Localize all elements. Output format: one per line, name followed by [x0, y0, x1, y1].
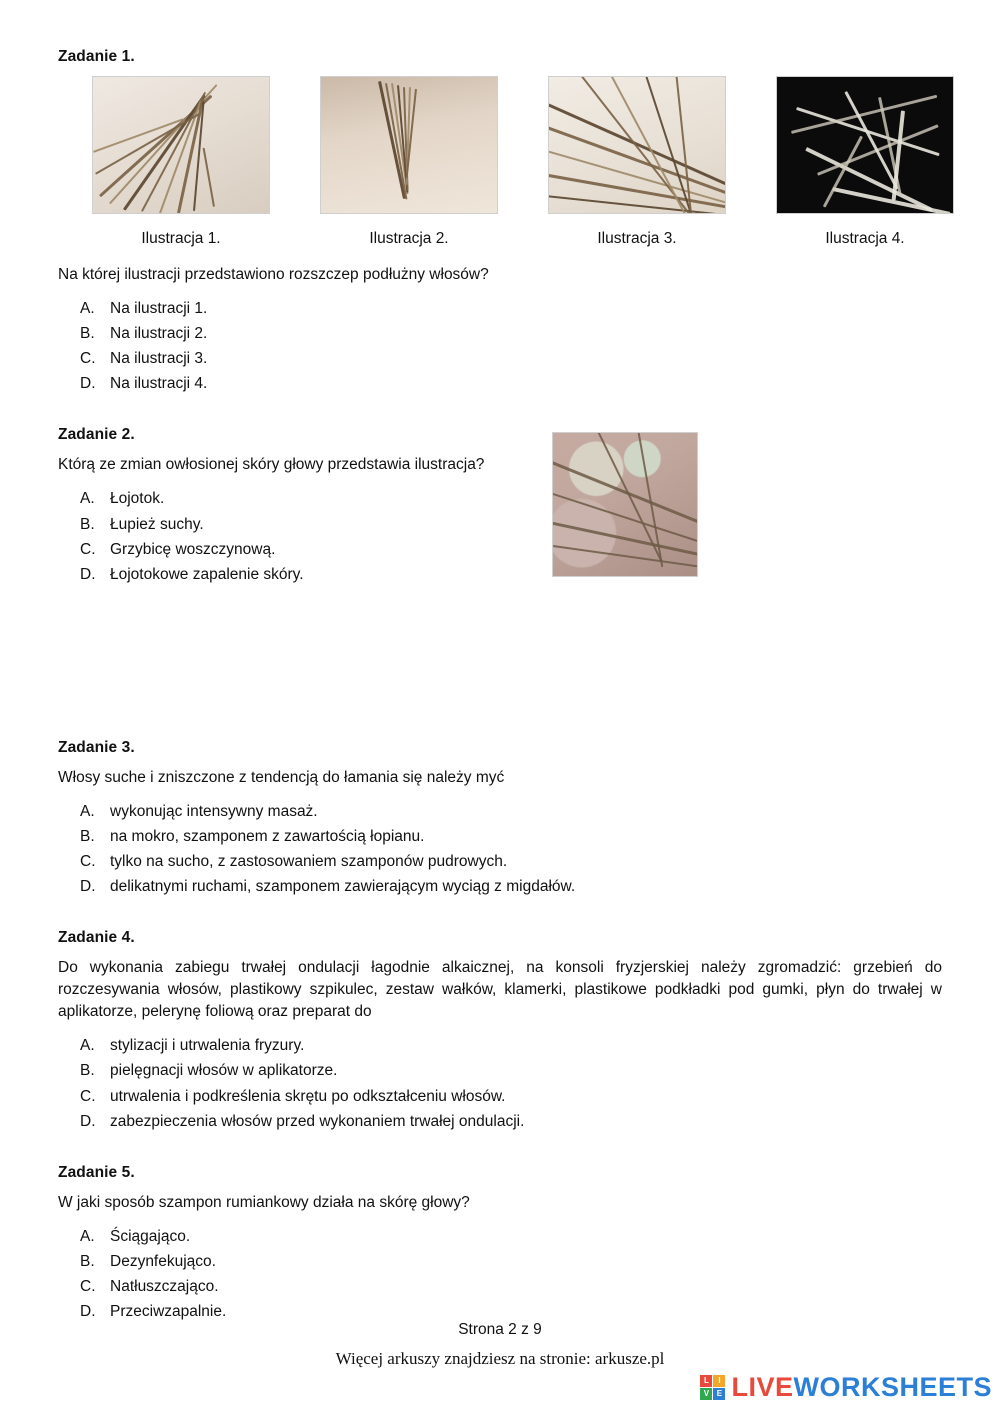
illustration-4-image	[776, 76, 954, 214]
option-letter: A.	[80, 1037, 95, 1055]
task-4-options	[80, 1033, 942, 1133]
option-letter: C.	[80, 853, 96, 871]
page-number: Strona 2 z 9	[458, 1321, 542, 1338]
task-1-option-d[interactable]	[80, 371, 942, 396]
task-3-option-c[interactable]	[80, 849, 942, 874]
logo-wordmark	[731, 1372, 992, 1403]
task-3-options	[80, 799, 942, 899]
promo-text: Więcej arkuszy znajdziesz na stronie: arkusze.pl	[335, 1349, 665, 1368]
illustration-2-image	[320, 76, 498, 214]
task-2-title: Zadanie 2.	[58, 426, 135, 444]
illustration-4-caption: Ilustracja 4.	[825, 230, 905, 247]
task-3-option-d[interactable]	[80, 874, 942, 899]
option-letter: D.	[80, 1303, 96, 1321]
option-letter: B.	[80, 827, 95, 845]
option-text: delikatnymi ruchami, szamponem zawierającym wyciąg z migdałów.	[110, 878, 576, 896]
task-5-stem: W jaki sposób szampon rumiankowy działa na skórę głowy?	[58, 1193, 470, 1211]
option-text: stylizacji i utrwalenia fryzury.	[110, 1037, 305, 1055]
task-1-stem: Na której ilustracji przedstawiono rozszczep podłużny włosów?	[58, 266, 489, 283]
task-2-option-d[interactable]	[80, 562, 942, 587]
option-text: Na ilustracji 4.	[110, 375, 208, 393]
task-3-option-a[interactable]	[80, 799, 942, 824]
task-3	[58, 739, 942, 899]
option-text: tylko na sucho, z zastosowaniem szamponów pudrowych.	[110, 853, 508, 871]
illustration-3-image	[548, 76, 726, 214]
task-2-option-b[interactable]	[80, 512, 942, 537]
task-2-option-c[interactable]	[80, 537, 942, 562]
task-3-option-b[interactable]	[80, 824, 942, 849]
option-text: Przeciwzapalnie.	[110, 1303, 227, 1321]
illustration-2-caption: Ilustracja 2.	[369, 230, 449, 247]
option-text: na mokro, szamponem z zawartością łopianu.	[110, 827, 425, 845]
option-letter: D.	[80, 1112, 96, 1130]
logo-square-i: I	[713, 1375, 725, 1387]
option-text: Na ilustracji 2.	[110, 325, 208, 343]
option-letter: A.	[80, 802, 95, 820]
option-text: utrwalenia i podkreślenia skrętu po odkształceniu włosów.	[110, 1087, 506, 1105]
logo-word-live: LIVE	[731, 1372, 794, 1402]
task-3-title: Zadanie 3.	[58, 738, 135, 756]
task-4	[58, 929, 942, 1133]
task-2-options	[80, 486, 942, 586]
task-2-option-a[interactable]	[80, 486, 942, 511]
option-text: wykonując intensywny masaż.	[110, 802, 318, 820]
illustration-3-caption: Ilustracja 3.	[597, 230, 677, 247]
task-5-option-b[interactable]	[80, 1249, 942, 1274]
option-text: Ściągająco.	[110, 1227, 191, 1245]
task-2-stem: Którą ze zmian owłosionej skóry głowy przedstawia ilustracja?	[58, 456, 485, 474]
logo-squares	[700, 1375, 725, 1400]
option-letter: D.	[80, 565, 96, 583]
option-letter: B.	[80, 1062, 95, 1080]
task-5-title: Zadanie 5.	[58, 1163, 135, 1181]
task-4-option-a[interactable]	[80, 1033, 942, 1058]
option-text: Dezynfekująco.	[110, 1252, 216, 1270]
option-letter: C.	[80, 1087, 96, 1105]
option-text: zabezpieczenia włosów przed wykonaniem trwałej ondulacji.	[110, 1112, 525, 1130]
illustration-4	[776, 76, 954, 248]
task-5	[58, 1164, 942, 1324]
option-letter: C.	[80, 540, 96, 558]
illustration-1-image	[92, 76, 270, 214]
logo-word-worksheets: WORKSHEETS	[793, 1372, 992, 1402]
option-letter: A.	[80, 490, 95, 508]
illustration-3	[548, 76, 726, 248]
option-letter: C.	[80, 1277, 96, 1295]
option-text: pielęgnacji włosów w aplikatorze.	[110, 1062, 338, 1080]
task-1-option-a[interactable]	[80, 296, 942, 321]
option-text: Natłuszczająco.	[110, 1277, 219, 1295]
option-letter: B.	[80, 515, 95, 533]
illustration-1	[92, 76, 270, 248]
option-text: Łojotokowe zapalenie skóry.	[110, 565, 304, 583]
task-1-title: Zadanie 1.	[58, 48, 135, 65]
logo-square-e: E	[713, 1388, 725, 1400]
task-1	[58, 48, 942, 396]
task-4-stem: Do wykonania zabiegu trwałej ondulacji łagodnie alkaicznej, na konsoli fryzjerskiej należy zgromadzić: grzebień do rozczesywania włosów, plastikowy szpikulec, zestaw wałków, klamerki, plastikowe podkładki pod gumki, płyn do trwałej w aplikatorze, pelerynę foliową oraz preparat do	[58, 959, 942, 1021]
liveworksheets-logo	[700, 1372, 992, 1403]
task-2-image	[552, 432, 698, 577]
task-2	[58, 426, 942, 738]
option-letter: D.	[80, 878, 96, 896]
illustration-2	[320, 76, 498, 248]
task-4-option-b[interactable]	[80, 1058, 942, 1083]
option-text: Na ilustracji 1.	[110, 300, 208, 317]
task-1-illustrations	[92, 76, 954, 248]
logo-square-l: L	[700, 1375, 712, 1387]
task-4-title: Zadanie 4.	[58, 929, 135, 947]
option-letter: A.	[80, 300, 95, 317]
option-letter: B.	[80, 325, 95, 343]
option-letter: D.	[80, 375, 96, 393]
option-letter: A.	[80, 1227, 95, 1245]
page-footer	[0, 1321, 1000, 1413]
task-4-option-d[interactable]	[80, 1109, 942, 1134]
option-text: Na ilustracji 3.	[110, 350, 208, 368]
task-1-options	[80, 296, 942, 396]
task-4-option-c[interactable]	[80, 1084, 942, 1109]
task-1-option-b[interactable]	[80, 321, 942, 346]
task-5-option-c[interactable]	[80, 1274, 942, 1299]
task-3-stem: Włosy suche i zniszczone z tendencją do łamania się należy myć	[58, 768, 505, 786]
option-letter: C.	[80, 350, 96, 368]
task-1-option-c[interactable]	[80, 346, 942, 371]
logo-square-v: V	[700, 1388, 712, 1400]
task-5-options	[80, 1224, 942, 1324]
option-text: Grzybicę woszczynową.	[110, 540, 276, 558]
task-5-option-a[interactable]	[80, 1224, 942, 1249]
illustration-1-caption: Ilustracja 1.	[141, 230, 221, 247]
option-text: Łojotok.	[110, 490, 165, 508]
option-letter: B.	[80, 1252, 95, 1270]
option-text: Łupież suchy.	[110, 515, 204, 533]
